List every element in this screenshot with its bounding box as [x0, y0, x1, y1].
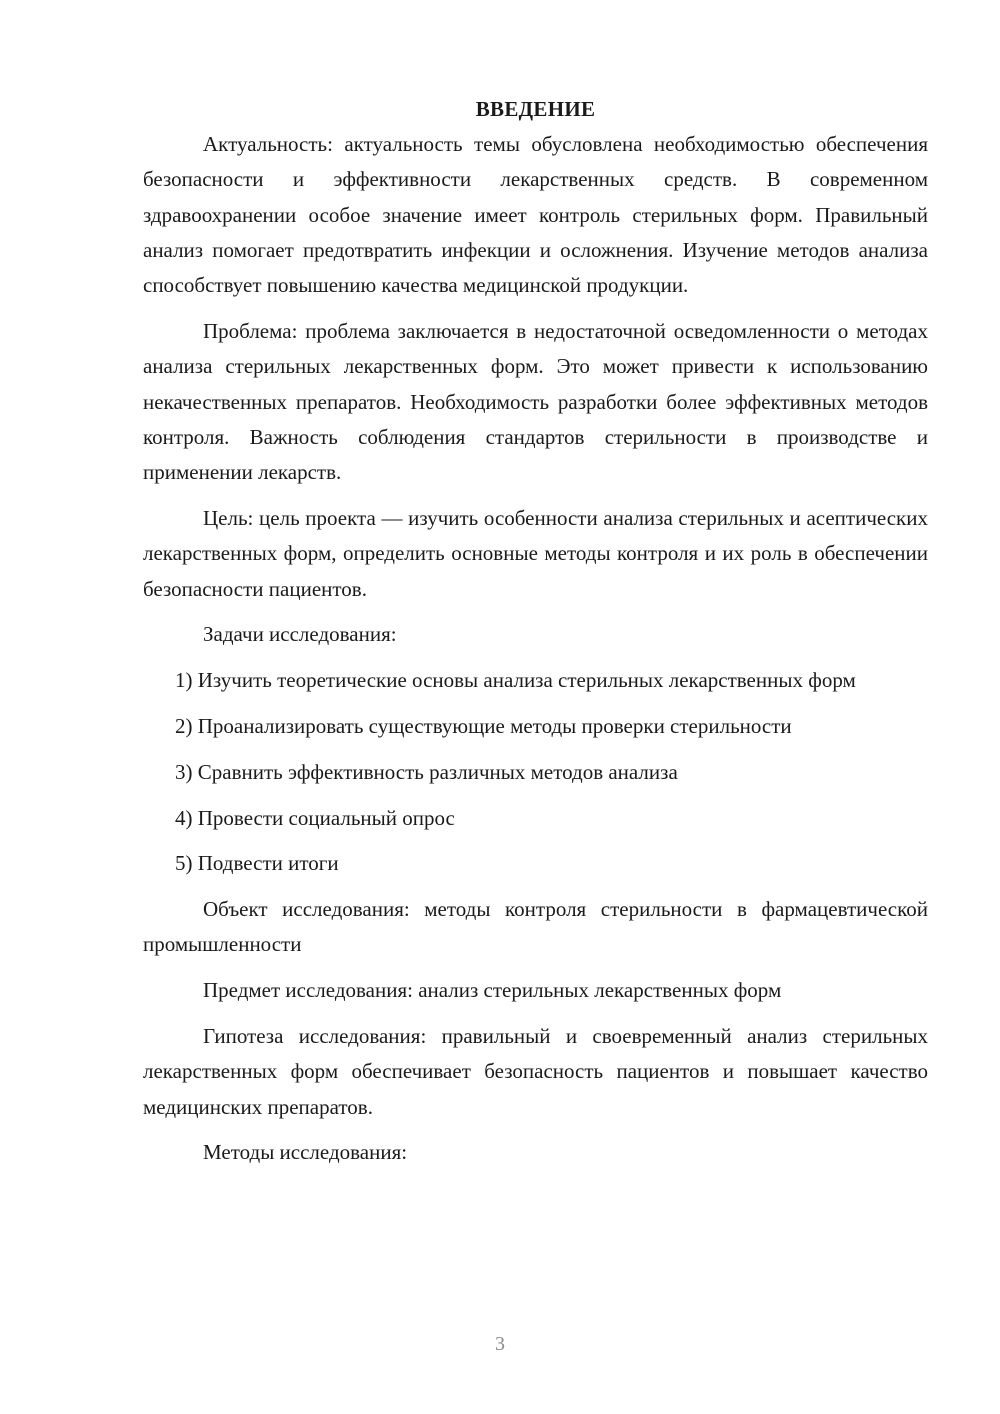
task-item-1: 1) Изучить теоретические основы анализа стерильных лекарственных форм	[175, 668, 856, 693]
paragraph-object: Объект исследования: методы контроля стерильности в фармацевтической промышленности	[143, 897, 928, 957]
tasks-heading: Задачи исследования:	[203, 622, 397, 647]
document-page	[143, 92, 928, 1181]
paragraph-goal: Цель: цель проекта — изучить особенности анализа стерильных и асептических лекарственных форм, определить основные методы контроля и их роль в обеспечении безопасности пациентов.	[143, 505, 928, 601]
task-item-5: 5) Подвести итоги	[175, 851, 339, 876]
task-item-2: 2) Проанализировать существующие методы проверки стерильности	[175, 713, 792, 738]
page-number: 3	[495, 1333, 505, 1355]
task-item-3: 3) Сравнить эффективность различных методов анализа	[175, 759, 678, 784]
paragraph-subject: Предмет исследования: анализ стерильных лекарственных форм	[203, 978, 782, 1003]
paragraph-relevance: Актуальность: актуальность темы обусловлена необходимостью обеспечения безопасности и эффективности лекарственных средств. В современном здравоохранении особое значение имеет контроль стерильных форм. Правильный анализ помогает предотвратить инфекции и осложнения. Изучение методов анализа способствует повышению качества медицинской продукции.	[143, 132, 928, 298]
paragraph-problem: Проблема: проблема заключается в недостаточной осведомленности о методах анализа стерильных лекарственных форм. Это может привести к использованию некачественных препаратов. Необходимость разработки более эффективных методов контроля. Важность соблюдения стандартов стерильности в производстве и применении лекарств.	[143, 318, 928, 485]
paragraph-hypothesis: Гипотеза исследования: правильный и своевременный анализ стерильных лекарственных форм обеспечивает безопасность пациентов и повышает качество медицинских препаратов.	[143, 1024, 928, 1119]
task-item-4: 4) Провести социальный опрос	[175, 805, 455, 830]
methods-heading: Методы исследования:	[203, 1140, 408, 1165]
section-title: ВВЕДЕНИЕ	[475, 97, 596, 121]
